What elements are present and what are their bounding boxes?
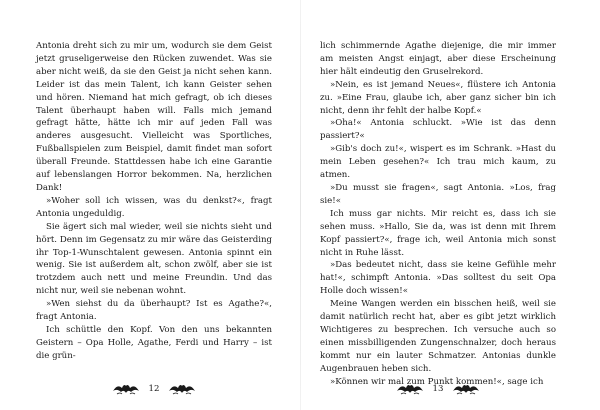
paragraph: Ich schüttle den Kopf. Von den uns bekannten Geistern – Opa Holle, Agathe, Ferdi und Harry – ist die grün-: [36, 324, 272, 361]
paragraph: »Das bedeutet nicht, dass sie keine Gefühle mehr hat!«, schimpft Antonia. »Das solltest du seit Opa Holle doch wissen!«: [320, 260, 556, 297]
paragraph: »Woher soll ich wissen, was du denkst?«, fragt Antonia ungeduldig.: [36, 195, 272, 219]
bat-ornament-icon: [167, 382, 197, 396]
paragraph: »Wen siehst du da überhaupt? Ist es Agathe?«, fragt Antonia.: [36, 299, 272, 323]
page-number: 13: [432, 384, 444, 394]
paragraph: lich schimmernde Agathe diejenige, die mir immer am meisten Angst einjagt, aber diese Erscheinung hier hält eindeutig den Gruselrekord.: [320, 41, 556, 77]
paragraph: »Nein, es ist jemand Neues«, flüstere ich Antonia zu. »Eine Frau, glaube ich, aber ganz sicher bin ich nicht, denn ihr fehlt der halbe Kopf.«: [320, 79, 556, 116]
paragraph: Sie ägert sich mal wieder, weil sie nichts sieht und hört. Denn im Gegensatz zu mir wäre das Geisterding ihr Top-1-Wunschtalent gewesen. Antonia spinnt ein wenig. Sie ist außerdem alt, schon zwölf, aber sie ist trotzdem auch nett und meine Freundin. Und das nicht nur, weil sie nebenan wohnt.: [36, 221, 272, 297]
right-page-text: [320, 40, 556, 388]
left-page: [36, 40, 272, 408]
bat-ornament-icon: [395, 382, 425, 396]
page-number: 12: [148, 384, 160, 394]
left-page-footer: [36, 382, 272, 396]
paragraph: »Du musst sie fragen«, sagt Antonia. »Los, frag sie!«: [320, 182, 556, 206]
left-page-text: [36, 40, 272, 363]
bat-ornament-icon: [111, 382, 141, 396]
right-page: [320, 40, 556, 408]
paragraph: Antonia dreht sich zu mir um, wodurch sie dem Geist jetzt gruseligerweise den Rücken zuwendet. Was sie aber nicht weiß, da sie den Geist ja nicht sehen kann. Leider ist das mein Talent, ich kann Geister sehen und hören. Niemand hat mich gefragt, ob ich dieses Talent überhaupt haben will. Falls mich jemand gefragt hätte, hätte ich mir auf jeden Fall was anderes ausgesucht. Vielleicht was Sportliches, Fußballspielen zum Beispiel, damit findet man sofort überall Freunde. Stattdessen habe ich eine Garantie auf lebenslangen Horror bekommen. Na, herzlichen Dank!: [36, 41, 272, 193]
paragraph: »Oha!« Antonia schluckt. »Wie ist das denn passiert?«: [320, 118, 556, 142]
book-gutter: [300, 0, 301, 410]
paragraph: »Gib's doch zu!«, wispert es im Schrank. »Hast du mein Leben gesehen?« Ich trau mich kaum, zu atmen.: [320, 144, 556, 181]
paragraph: »Können wir mal zum Punkt kommen!«, sage ich: [330, 376, 544, 387]
paragraph: Ich muss gar nichts. Mir reicht es, dass ich sie sehen muss. »Hallo, Sie da, was ist denn mit Ihrem Kopf passiert?«, frage ich, weil Antonia mich sonst nicht in Ruhe lässt.: [320, 208, 556, 258]
right-page-footer: [320, 382, 556, 396]
paragraph: Meine Wangen werden ein bisschen heiß, weil sie damit natürlich recht hat, aber es gibt jetzt wirklich Wichtigeres zu besprechen. Ich versuche auch so einen missbilligenden Zungenschnalzer, doch heraus kommt nur ein lauter Schmatzer. Antonias dunkle Augenbrauen heben sich.: [320, 299, 556, 374]
bat-ornament-icon: [451, 382, 481, 396]
